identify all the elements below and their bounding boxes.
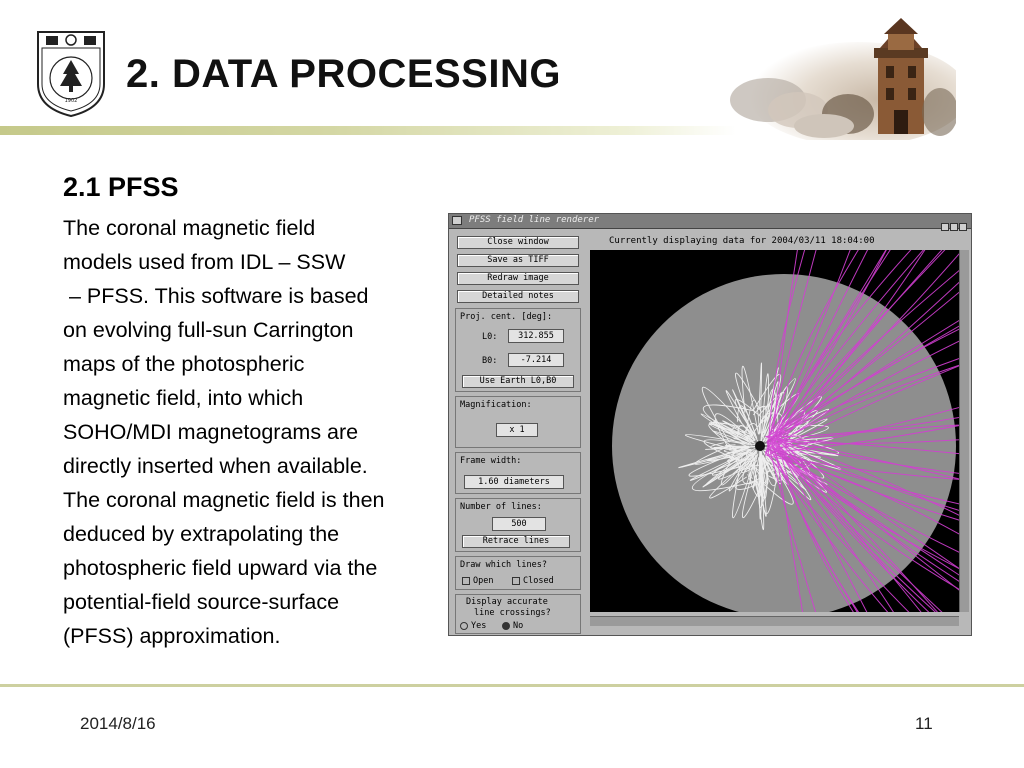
- window-titlebar: [449, 214, 971, 229]
- accurate-label-2: line crossings?: [474, 608, 551, 618]
- body-line: magnetic field, into which: [63, 386, 304, 410]
- body-line: SOHO/MDI magnetograms are: [63, 420, 359, 444]
- body-line: on evolving full-sun Carrington: [63, 318, 354, 342]
- detailed-notes-button: Detailed notes: [457, 290, 579, 303]
- sun-render-display: [590, 250, 959, 612]
- minimize-icon: [941, 223, 949, 231]
- use-earth-button: Use Earth L0,B0: [462, 375, 574, 388]
- yes-radio: [460, 621, 486, 631]
- l0-field: 312.855: [508, 329, 564, 343]
- radio-icon: [460, 622, 468, 630]
- header-divider: [0, 126, 736, 135]
- line-crossings-group: [455, 594, 581, 634]
- body-paragraph: [63, 211, 455, 653]
- draw-lines-label: Draw which lines?: [460, 560, 547, 570]
- projection-group: [455, 308, 581, 392]
- redraw-image-button: Redraw image: [457, 272, 579, 285]
- checkbox-icon: [462, 577, 470, 585]
- magnification-field: x 1: [496, 423, 538, 437]
- b0-label: B0:: [482, 356, 498, 366]
- horizontal-scrollbar: [590, 616, 959, 626]
- open-label: Open: [473, 576, 494, 586]
- window-menu-icon: [452, 216, 462, 225]
- draw-lines-group: [455, 556, 581, 590]
- magnification-group: [455, 396, 581, 448]
- window-controls: [940, 216, 968, 225]
- accurate-label-1: Display accurate: [466, 597, 548, 607]
- body-line: models used from IDL – SSW: [63, 250, 346, 274]
- active-region: [755, 441, 765, 451]
- checkbox-icon: [512, 577, 520, 585]
- section-heading: 2.1 PFSS: [63, 172, 179, 202]
- page-number: 11: [915, 714, 933, 733]
- body-line: photospheric field upward via the: [63, 556, 378, 580]
- l0-label: L0:: [482, 332, 498, 342]
- frame-width-field: 1.60 diameters: [464, 475, 564, 489]
- frame-width-group: [455, 452, 581, 494]
- body-line: – PFSS. This software is based: [63, 284, 369, 308]
- sun-field-line-image: [590, 250, 959, 612]
- closed-checkbox: [512, 576, 554, 586]
- vertical-scrollbar: [959, 250, 969, 612]
- close-window-button: Close window: [457, 236, 579, 249]
- projection-label: Proj. cent. [deg]:: [460, 312, 553, 322]
- body-line: deduced by extrapolating the: [63, 522, 340, 546]
- yes-label: Yes: [471, 621, 487, 631]
- pfss-renderer-screenshot: [448, 213, 972, 636]
- number-of-lines-group: [455, 498, 581, 552]
- body-line: (PFSS) approximation.: [63, 624, 281, 648]
- close-icon: [959, 223, 967, 231]
- magnification-label: Magnification:: [460, 400, 532, 410]
- lines-field: 500: [492, 517, 546, 531]
- save-tiff-button: Save as TIFF: [457, 254, 579, 267]
- status-text: Currently displaying data for 2004/03/11 18:04:00: [609, 236, 875, 246]
- control-panel: [453, 232, 583, 631]
- nanjing-university-logo: [34, 28, 108, 118]
- campus-tower-photo: [728, 14, 956, 140]
- footer-divider: [0, 684, 1024, 687]
- body-line: directly inserted when available.: [63, 454, 368, 478]
- retrace-lines-button: Retrace lines: [462, 535, 570, 548]
- no-radio: [502, 621, 523, 631]
- footer-date: 2014/8/16: [80, 714, 156, 733]
- svg-text:1902: 1902: [64, 98, 78, 104]
- no-label: No: [513, 621, 524, 631]
- b0-field: -7.214: [508, 353, 564, 367]
- slide-title: 2. DATA PROCESSING: [126, 52, 561, 96]
- closed-label: Closed: [523, 576, 554, 586]
- frame-width-label: Frame width:: [460, 456, 522, 466]
- body-line: The coronal magnetic field: [63, 216, 316, 240]
- body-line: maps of the photospheric: [63, 352, 305, 376]
- maximize-icon: [950, 223, 958, 231]
- body-line: potential-field source-surface: [63, 590, 340, 614]
- body-line: The coronal magnetic field is then: [63, 488, 385, 512]
- window-title: PFSS field line renderer: [469, 215, 600, 225]
- radio-selected-icon: [502, 622, 510, 630]
- open-checkbox: [462, 576, 493, 586]
- lines-label: Number of lines:: [460, 502, 542, 512]
